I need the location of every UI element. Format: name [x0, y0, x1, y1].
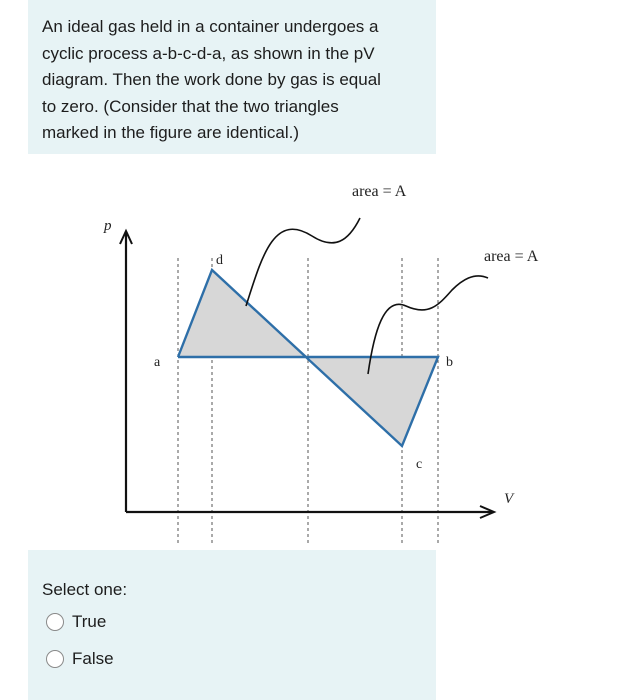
radio-true[interactable] [46, 613, 64, 631]
option-false-label[interactable]: False [72, 649, 114, 668]
question-text [42, 14, 422, 147]
question-line: marked in the figure are identical.) [42, 123, 300, 142]
question-line: cyclic process a-b-c-d-a, as shown in the pV [42, 43, 375, 63]
triangle-left [178, 270, 308, 357]
option-false[interactable] [46, 649, 114, 669]
option-true-label[interactable]: True [72, 612, 107, 631]
answer-panel [28, 550, 436, 700]
question-line: to zero. (Consider that the two triangles [42, 96, 339, 116]
pv-diagram-figure [42, 154, 586, 550]
point-d-label: d [216, 253, 223, 268]
select-one-label: Select one: [42, 580, 128, 599]
question-line: diagram. Then the work done by gas is equal [42, 70, 381, 89]
radio-false[interactable] [46, 650, 64, 668]
triangle-right [308, 357, 438, 446]
area-label-right: area = A [484, 248, 539, 265]
point-c-label: c [416, 457, 423, 472]
point-b-label: b [446, 355, 453, 370]
pv-diagram [42, 154, 586, 550]
p-axis-label: p [104, 218, 112, 234]
question-line: An ideal gas held in a container undergoes a [42, 17, 379, 36]
option-true[interactable] [46, 612, 106, 632]
area-label-top: area = A [352, 183, 407, 200]
question-panel [28, 0, 436, 154]
pointer-curve-left [246, 218, 360, 306]
v-axis-label: V [504, 491, 514, 507]
point-a-label: a [154, 355, 161, 370]
